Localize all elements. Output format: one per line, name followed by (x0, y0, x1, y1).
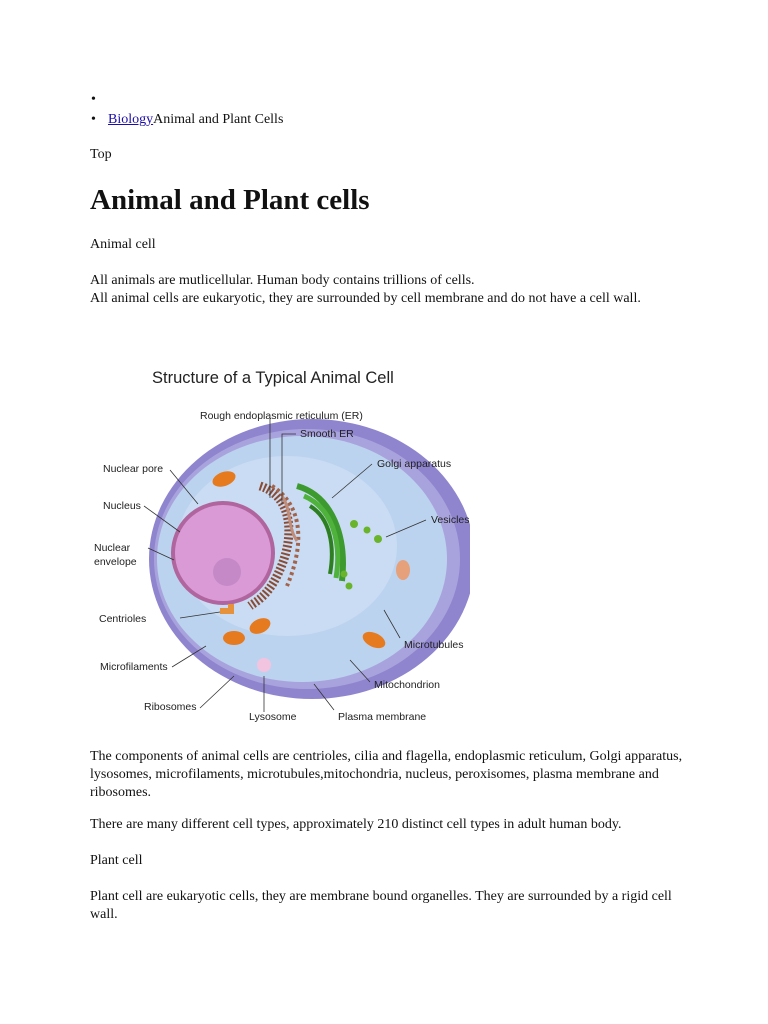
breadcrumb-empty-item (108, 90, 283, 110)
animal-cell-diagram (92, 346, 470, 732)
page-title: Animal and Plant cells (90, 184, 370, 216)
breadcrumb-current: Animal and Plant Cells (153, 112, 284, 127)
animal-cell-figure (92, 346, 470, 732)
lysosome (257, 658, 271, 672)
label-vesicles: Vesicles (431, 514, 470, 526)
label-microtubules: Microtubules (404, 639, 464, 651)
mitochondrion (396, 560, 410, 580)
animal-cell-heading: Animal cell (90, 237, 156, 252)
breadcrumb (108, 90, 283, 130)
label-golgi: Golgi apparatus (377, 458, 452, 470)
label-microfilaments: Microfilaments (100, 661, 168, 673)
label-rough-er: Rough endoplasmic reticulum (ER) (200, 410, 363, 422)
vesicle (346, 583, 353, 590)
label-nucleus: Nucleus (103, 500, 141, 512)
label-centrioles: Centrioles (99, 613, 147, 625)
plant-intro-paragraph: Plant cell are eukaryotic cells, they are membrane bound organelles. They are surrounded by a rigid cell wall. (90, 889, 672, 922)
label-smooth-er: Smooth ER (300, 428, 354, 440)
animal-components-paragraph: The components of animal cells are centrioles, cilia and flagella, endoplasmic reticulum, Golgi apparatus, lysosomes, microfilaments, microtubules,mitochondria, nucleus, peroxisomes, plasma membrane and ribosomes. (90, 749, 683, 800)
vesicle (350, 520, 358, 528)
vesicle (341, 571, 348, 578)
label-ribosomes: Ribosomes (144, 701, 197, 713)
label-nuclear-pore: Nuclear pore (103, 463, 164, 475)
breadcrumb-link-biology[interactable]: Biology (108, 112, 154, 127)
label-mitochondrion: Mitochondrion (374, 679, 440, 691)
figure-title: Structure of a Typical Animal Cell (152, 369, 394, 387)
centriole (228, 604, 234, 614)
nucleolus (213, 558, 241, 586)
label-nuclear-envelope-line-2: envelope (94, 556, 137, 568)
breadcrumb-item (108, 110, 283, 130)
label-plasma-membrane: Plasma membrane (338, 711, 427, 723)
vesicle (364, 527, 371, 534)
top-label: Top (90, 147, 112, 162)
label-lysosome: Lysosome (249, 711, 297, 723)
vesicle (374, 535, 382, 543)
nucleus (175, 505, 271, 601)
label-nuclear-envelope-line-1: Nuclear (94, 542, 131, 554)
plant-cell-heading: Plant cell (90, 853, 143, 868)
animal-intro-line-1: All animals are mutlicellular. Human body contains trillions of cells. (90, 273, 475, 288)
animal-intro-line-2: All animal cells are eukaryotic, they are surrounded by cell membrane and do not have a cell wall. (90, 291, 641, 306)
mitochondrion (223, 631, 245, 645)
cell-types-paragraph: There are many different cell types, approximately 210 distinct cell types in adult human body. (90, 817, 622, 832)
